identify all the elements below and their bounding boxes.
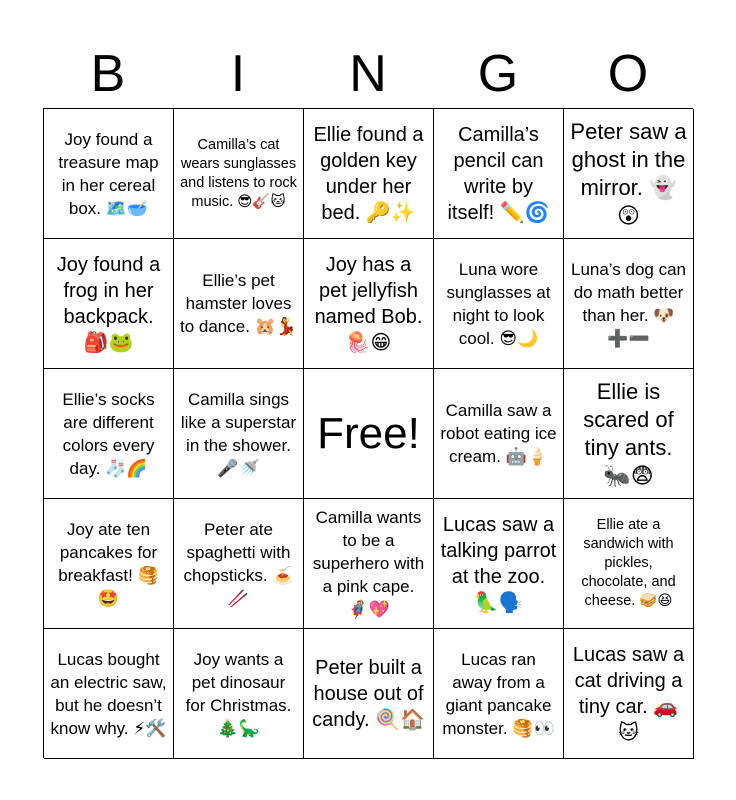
cell-text: Lucas saw a talking parrot at the zoo. 🦜🗣️ <box>440 513 557 614</box>
cell-text: Camilla wants to be a superhero with a pink cape. 🦸💖 <box>312 508 425 619</box>
bingo-cell-r1-c3[interactable] <box>304 109 434 239</box>
bingo-cell-r3-c1[interactable] <box>44 369 174 499</box>
cell-text: Lucas ran away from a giant pancake monster. 🥞👀 <box>442 649 555 738</box>
header-letter-n: N <box>349 45 387 103</box>
bingo-cell-r2-c1[interactable] <box>44 239 174 369</box>
cell-text: Ellie’s pet hamster loves to dance. 🐹💃 <box>180 271 297 336</box>
bingo-cell-r2-c5[interactable] <box>564 239 694 369</box>
bingo-cell-r1-c2[interactable] <box>174 109 304 239</box>
cell-text: Camilla saw a robot eating ice cream. 🤖🍦 <box>440 401 557 466</box>
bingo-cell-r4-c5[interactable] <box>564 499 694 629</box>
bingo-header <box>43 40 693 108</box>
cell-text: Peter saw a ghost in the mirror. 👻😲 <box>570 118 687 228</box>
header-letter-g: G <box>477 45 519 103</box>
bingo-cell-r3-c4[interactable] <box>434 369 564 499</box>
bingo-cell-r4-c3[interactable] <box>304 499 434 629</box>
bingo-cell-r5-c2[interactable] <box>174 629 304 759</box>
bingo-cell-r4-c1[interactable] <box>44 499 174 629</box>
bingo-cell-r2-c3[interactable] <box>304 239 434 369</box>
cell-text: Camilla sings like a superstar in the shower. 🎤🚿 <box>180 389 297 478</box>
bingo-cell-r5-c4[interactable] <box>434 629 564 759</box>
cell-text: Camilla’s cat wears sunglasses and listens to rock music. 😎🎸🐱 <box>180 136 297 210</box>
cell-text: Joy found a frog in her backpack. 🎒🐸 <box>56 253 161 354</box>
bingo-cell-r1-c1[interactable] <box>44 109 174 239</box>
cell-text: Joy has a pet jellyfish named Bob. 🪼😁 <box>314 253 423 354</box>
bingo-cell-r2-c4[interactable] <box>434 239 564 369</box>
cell-text: Ellie ate a sandwich with pickles, chocolate, and cheese. 🥪😆 <box>581 517 676 609</box>
cell-text: Ellie is scared of tiny ants. 🐜😨 <box>583 378 674 488</box>
free-space[interactable] <box>304 369 434 499</box>
bingo-cell-r5-c1[interactable] <box>44 629 174 759</box>
bingo-grid <box>43 108 693 758</box>
free-space-label: Free! <box>317 408 420 458</box>
bingo-cell-r5-c3[interactable] <box>304 629 434 759</box>
header-letter-b: B <box>90 45 126 103</box>
bingo-cell-r3-c2[interactable] <box>174 369 304 499</box>
bingo-cell-r1-c5[interactable] <box>564 109 694 239</box>
cell-text: Peter ate spaghetti with chopsticks. 🍝🥢 <box>183 519 294 608</box>
cell-text: Luna wore sunglasses at night to look cool. 😎🌙 <box>446 259 551 348</box>
cell-text: Joy wants a pet dinosaur for Christmas. 🎄🦕 <box>185 649 292 738</box>
bingo-cell-r5-c5[interactable] <box>564 629 694 759</box>
bingo-cell-r2-c2[interactable] <box>174 239 304 369</box>
header-letter-o: O <box>607 45 649 103</box>
cell-text: Camilla’s pencil can write by itself! ✏️🌀 <box>447 123 550 224</box>
bingo-cell-r3-c5[interactable] <box>564 369 694 499</box>
cell-text: Ellie’s socks are different colors every day. 🧦🌈 <box>62 389 155 478</box>
cell-text: Joy found a treasure map in her cereal box. 🗺️🥣 <box>58 129 159 218</box>
header-letter-i: I <box>230 45 246 103</box>
bingo-cell-r4-c2[interactable] <box>174 499 304 629</box>
bingo-cell-r4-c4[interactable] <box>434 499 564 629</box>
cell-text: Luna’s dog can do math better than her. 🐶➕➖ <box>570 259 686 348</box>
cell-text: Lucas saw a cat driving a tiny car. 🚗🐱 <box>572 643 685 744</box>
cell-text: Ellie found a golden key under her bed. 🔑✨ <box>313 123 424 224</box>
cell-text: Peter built a house out of candy. 🍭🏠 <box>312 656 425 731</box>
cell-text: Joy ate ten pancakes for breakfast! 🥞🤩 <box>58 519 159 608</box>
bingo-cell-r1-c4[interactable] <box>434 109 564 239</box>
cell-text: Lucas bought an electric saw, but he doesn’t know why. ⚡🛠️ <box>50 649 167 738</box>
